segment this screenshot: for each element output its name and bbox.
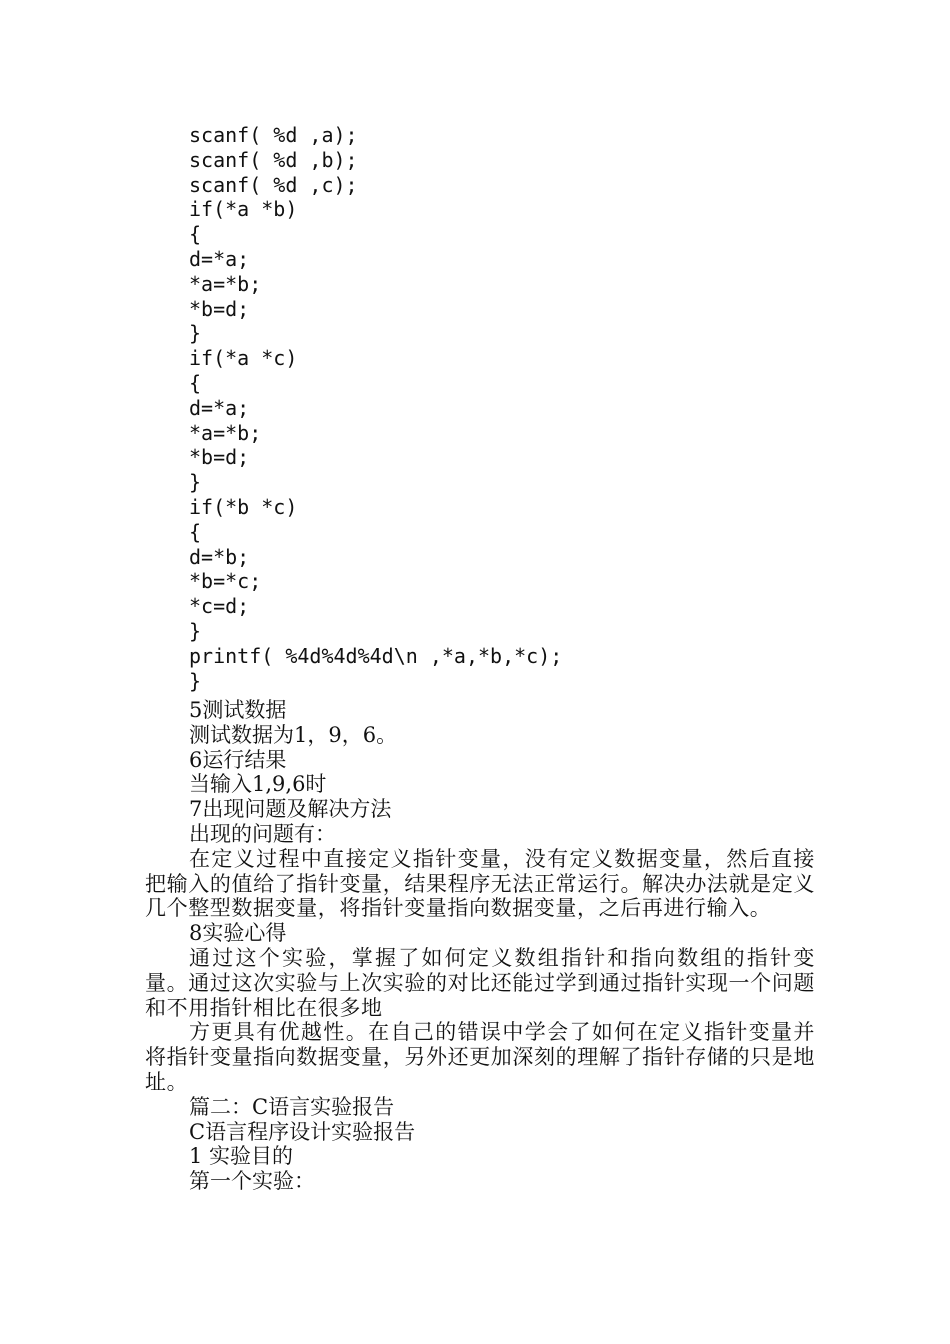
first-experiment-label: 第一个实验： (189, 1169, 315, 1194)
code-line: printf( %4d%4d%4d\n ,*a,*b,*c); (189, 643, 563, 668)
experience-paragraph: 通过这个实验，掌握了如何定义数组指针和指向数组的指针变量。通过这次实验与上次实验的对比还能过学到通过指针实现一个问题和不用指针相比在很多地 (145, 945, 815, 1020)
problems-intro: 出现的问题有： (189, 821, 336, 846)
code-line: d=*a; (189, 395, 250, 420)
report-title: C语言程序设计实验报告 (189, 1119, 416, 1144)
code-line: d=*a; (189, 246, 250, 271)
code-listing (189, 123, 869, 693)
purpose-heading: 1 实验目的 (189, 1144, 294, 1169)
experience-paragraph-continued: 方更具有优越性。在自己的错误中学会了如何在定义指针变量并将指针变量指向数据变量，另外还更加深刻的理解了指针存储的只是地址。 (145, 1020, 815, 1094)
code-line: *a=*b; (189, 271, 262, 296)
code-line: } (189, 321, 202, 346)
code-line: *b=d; (189, 445, 250, 470)
result-text: 当输入1,9,6时 (189, 772, 327, 797)
code-line: *c=d; (189, 594, 250, 619)
part-two-heading: 篇二：C语言实验报告 (189, 1094, 395, 1119)
code-line: } (189, 668, 202, 693)
result-heading: 6运行结果 (189, 747, 287, 772)
test-data-text: 测试数据为1，9，6。 (189, 722, 398, 747)
code-line: } (189, 618, 202, 643)
code-line: scanf( %d ,a); (189, 123, 358, 147)
code-line: } (189, 470, 202, 495)
test-data-heading: 5测试数据 (189, 698, 287, 722)
code-line: scanf( %d ,b); (189, 147, 358, 172)
problems-paragraph: 在定义过程中直接定义指针变量，没有定义数据变量，然后直接把输入的值给了指针变量，结果程序无法正常运行。解决办法就是定义几个整型数据变量，将指针变量指向数据变量，之后再进行输入。 (145, 846, 815, 921)
code-line: *a=*b; (189, 420, 262, 445)
code-line: *b=*c; (189, 569, 262, 594)
experience-heading: 8实验心得 (189, 921, 287, 946)
code-line: { (189, 370, 202, 395)
code-line: scanf( %d ,c); (189, 172, 358, 197)
report-body (145, 698, 815, 1194)
code-line: { (189, 519, 202, 544)
code-line: if(*b *c) (189, 494, 298, 519)
code-line: { (189, 222, 202, 247)
code-line: *b=d; (189, 296, 250, 321)
code-line: d=*b; (189, 544, 250, 569)
code-line: if(*a *b) (189, 197, 298, 222)
problems-heading: 7出现问题及解决方法 (189, 797, 392, 822)
code-line: if(*a *c) (189, 346, 298, 371)
